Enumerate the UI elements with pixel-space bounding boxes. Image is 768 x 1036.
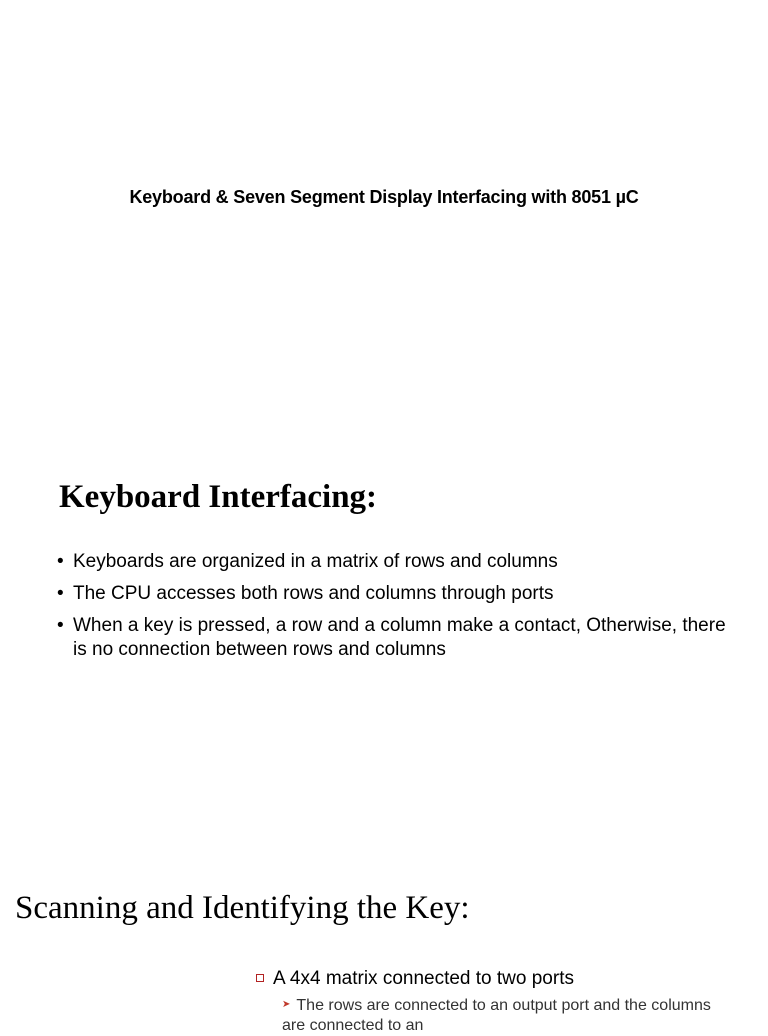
keyboard-bullet-list (57, 550, 737, 670)
bullet-text: Keyboards are organized in a matrix of rows and columns (73, 551, 558, 572)
matrix-item-text: A 4x4 matrix connected to two ports (273, 968, 574, 989)
list-item (57, 614, 737, 662)
bullet-dot-icon: • (57, 615, 64, 636)
rows-subitem (282, 996, 722, 1036)
arrow-bullet-icon: ➤ (282, 999, 291, 1010)
bullet-dot-icon: • (57, 551, 64, 572)
keyboard-interfacing-heading: Keyboard Interfacing: (59, 479, 378, 515)
title-slide (0, 0, 768, 420)
list-item (57, 582, 737, 606)
bullet-text: When a key is pressed, a row and a column make a contact, Otherwise, there is no connection between rows and columns (73, 615, 726, 660)
square-bullet-icon (256, 974, 264, 982)
matrix-item (256, 967, 574, 991)
list-item (57, 550, 737, 574)
presentation-title: Keyboard & Seven Segment Display Interfacing with 8051 µC (129, 187, 639, 207)
scanning-heading: Scanning and Identifying the Key: (15, 890, 470, 926)
rows-subitem-text: The rows are connected to an output port and the columns are connected to an (282, 997, 711, 1035)
bullet-text: The CPU accesses both rows and columns through ports (73, 583, 554, 604)
bullet-dot-icon: • (57, 583, 64, 604)
